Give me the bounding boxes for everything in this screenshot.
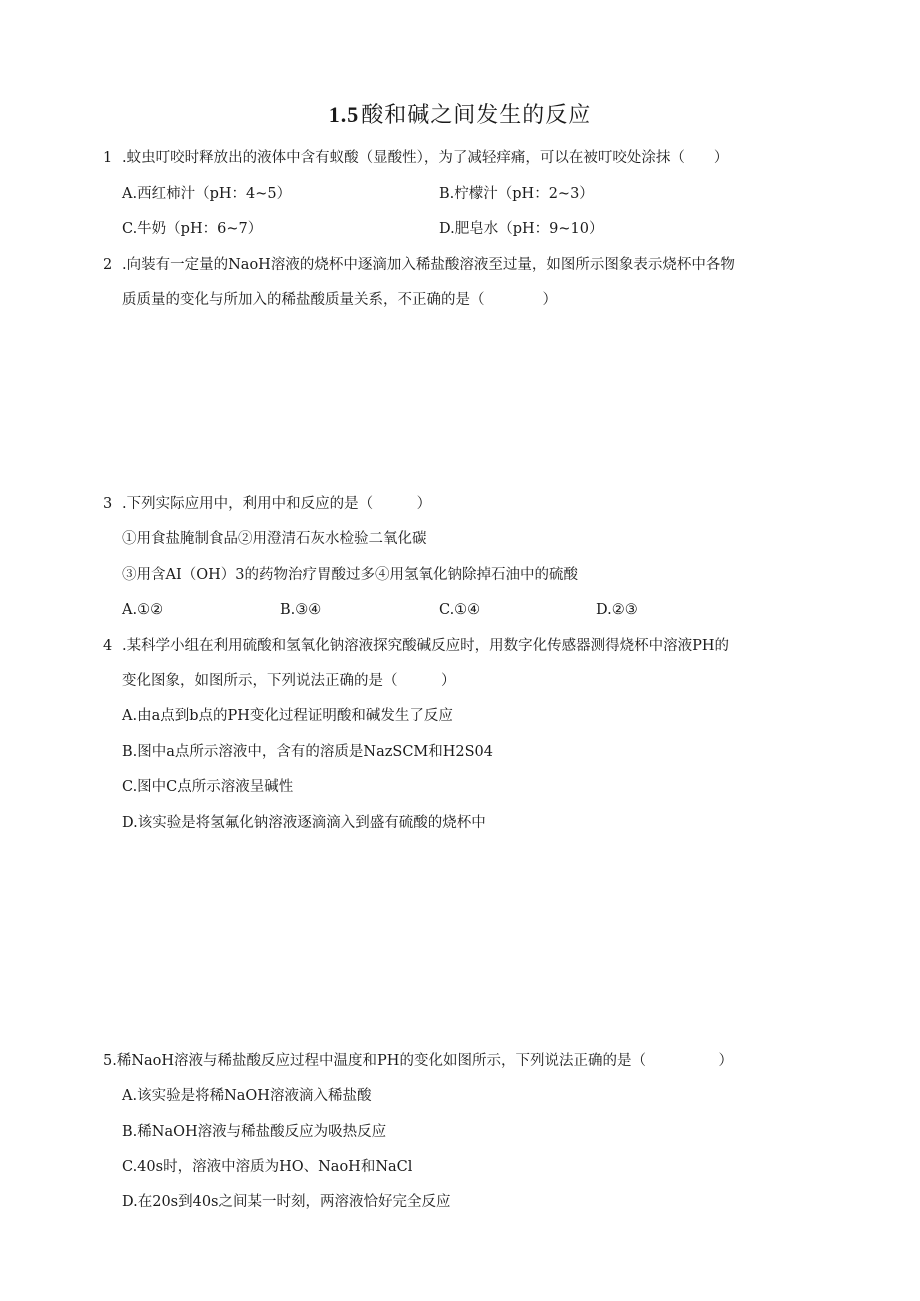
- question-stem: 5.稀NaoH溶液与稀盐酸反应过程中温度和PH的变化如图所示，下列说法正确的是（ ）: [103, 1053, 733, 1069]
- option-b: B.图中a点所示溶液中，含有的溶质是NazSCM和H2S04: [122, 744, 494, 760]
- option-a: A.由a点到b点的PH变化过程证明酸和碱发生了反应: [122, 708, 453, 724]
- option-d: D.该实验是将氢氟化钠溶液逐滴滴入到盛有硫酸的烧杯中: [122, 815, 486, 831]
- question-number: 3: [103, 496, 113, 512]
- option-b: B.③④: [280, 602, 322, 618]
- question-stem: 质质量的变化与所加入的稀盐酸质量关系，不正确的是（ ）: [122, 292, 557, 308]
- question-item: ③用含AI（OH）3的药物治疗胃酸过多④用氢氧化钠除掉石油中的硫酸: [122, 567, 578, 583]
- option-c: C.①④: [439, 602, 481, 618]
- page-title: [0, 98, 920, 129]
- option-c: C.图中C点所示溶液呈碱性: [122, 779, 294, 795]
- question-item: ①用食盐腌制食品②用澄清石灰水检验二氧化碳: [122, 531, 427, 547]
- question-number: 1: [103, 150, 113, 166]
- option-d: D.②③: [596, 602, 638, 618]
- question-stem: .下列实际应用中，利用中和反应的是（ ）: [122, 496, 432, 512]
- option-d: D.肥皂水（pH：9~10）: [439, 221, 604, 237]
- title-number: 1.5: [328, 102, 360, 127]
- question-stem: 变化图象，如图所示，下列说法正确的是（ ）: [122, 673, 456, 689]
- option-c: C.牛奶（pH：6~7）: [122, 221, 263, 237]
- option-a: A.西红柿汁（pH：4~5）: [122, 186, 292, 202]
- option-d: D.在20s到40s之间某一时刻，两溶液恰好完全反应: [122, 1194, 451, 1210]
- option-c: C.40s时，溶液中溶质为HO、NaoH和NaCl: [122, 1159, 413, 1175]
- question-stem: .某科学小组在利用硫酸和氢氧化钠溶液探究酸碱反应时，用数字化传感器测得烧杯中溶液PH的: [122, 638, 730, 654]
- option-b: B.柠檬汁（pH：2~3）: [439, 186, 594, 202]
- question-stem: .向装有一定量的NaoH溶液的烧杯中逐滴加入稀盐酸溶液至过量，如图所示图象表示烧杯中各物: [122, 257, 735, 273]
- question-number: 4: [103, 638, 113, 654]
- question-stem: .蚊虫叮咬时释放出的液体中含有蚁酸（显酸性），为了减轻痒痛，可以在被叮咬处涂抹（ ）: [122, 150, 729, 166]
- option-a: A.①②: [122, 602, 164, 618]
- title-text: 酸和碱之间发生的反应: [361, 103, 592, 128]
- question-number: 2: [103, 257, 113, 273]
- option-a: A.该实验是将稀NaOH溶液滴入稀盐酸: [122, 1088, 372, 1104]
- option-b: B.稀NaOH溶液与稀盐酸反应为吸热反应: [122, 1124, 387, 1140]
